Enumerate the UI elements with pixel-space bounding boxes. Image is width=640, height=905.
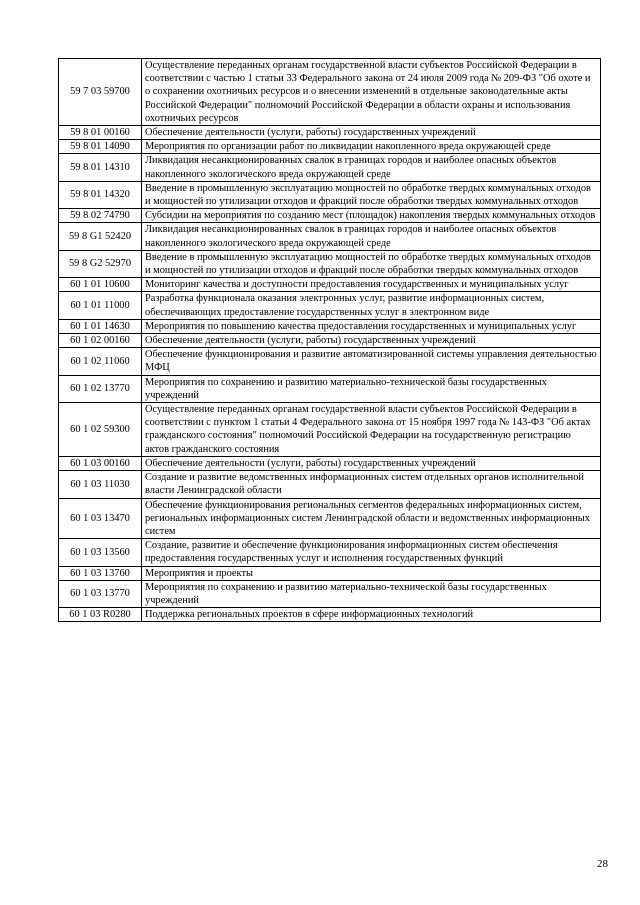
row-code: 60 1 03 11030 [59, 471, 142, 498]
row-description: Ликвидация несанкционированных свалок в границах городов и наиболее опасных объектов накопленного экологического вреда окружающей среде [142, 223, 601, 250]
row-code: 60 1 01 10600 [59, 278, 142, 292]
row-description: Мероприятия по сохранению и развитию материально-технической базы государственных учреждений [142, 375, 601, 402]
row-code: 59 8 02 74790 [59, 209, 142, 223]
row-description: Введение в промышленную эксплуатацию мощностей по обработке твердых коммунальных отходов и мощностей по утилизации отходов и фракций после обработки твердых коммунальных отходов [142, 181, 601, 208]
table-row [59, 181, 601, 208]
budget-codes-table [58, 58, 601, 622]
table-row [59, 566, 601, 580]
row-description: Мероприятия и проекты [142, 566, 601, 580]
row-code: 60 1 02 11060 [59, 348, 142, 375]
row-code: 59 7 03 59700 [59, 59, 142, 126]
row-code: 59 8 01 14320 [59, 181, 142, 208]
row-description: Мероприятия по повышению качества предоставления государственных и муниципальных услуг [142, 319, 601, 333]
row-code: 60 1 02 00160 [59, 334, 142, 348]
row-code: 60 1 02 59300 [59, 403, 142, 457]
table-row [59, 278, 601, 292]
row-description: Обеспечение деятельности (услуги, работы) государственных учреждений [142, 456, 601, 470]
table-row [59, 250, 601, 277]
row-description: Поддержка региональных проектов в сфере информационных технологий [142, 608, 601, 622]
table-row [59, 140, 601, 154]
table-body [59, 59, 601, 622]
table-row [59, 126, 601, 140]
row-description: Обеспечение деятельности (услуги, работы) государственных учреждений [142, 126, 601, 140]
row-description: Обеспечение функционирования и развитие автоматизированной системы управления деятельностью МФЦ [142, 348, 601, 375]
row-description: Осуществление переданных органам государственной власти субъектов Российской Федерации в соответствии с пунктом 1 статьи 4 Федерального закона от 15 ноября 1997 года № 143-ФЗ "Об актах гражданского состояния" полномочий Российской Федерации на государственную регистрацию актов гражданского состояния [142, 403, 601, 457]
row-code: 60 1 03 R0280 [59, 608, 142, 622]
row-description: Создание, развитие и обеспечение функционирования информационных систем обеспечения предоставления государственных услуг и исполнения государственных функций [142, 539, 601, 566]
table-row [59, 209, 601, 223]
row-code: 59 8 G2 52970 [59, 250, 142, 277]
table-row [59, 319, 601, 333]
row-description: Создание и развитие ведомственных информационных систем отдельных органов исполнительной власти Ленинградской области [142, 471, 601, 498]
table-row [59, 498, 601, 539]
table-row [59, 456, 601, 470]
row-description: Ликвидация несанкционированных свалок в границах городов и наиболее опасных объектов накопленного экологического вреда окружающей среде [142, 154, 601, 181]
table-row [59, 539, 601, 566]
row-code: 59 8 G1 52420 [59, 223, 142, 250]
row-code: 60 1 02 13770 [59, 375, 142, 402]
table-row [59, 154, 601, 181]
row-description: Мероприятия по организации работ по ликвидации накопленного вреда окружающей среде [142, 140, 601, 154]
row-code: 60 1 03 13470 [59, 498, 142, 539]
row-description: Обеспечение функционирования региональных сегментов федеральных информационных систем, региональных информационных систем Ленинградской области и ведомственных информационных систем [142, 498, 601, 539]
row-description: Обеспечение деятельности (услуги, работы) государственных учреждений [142, 334, 601, 348]
page-number: 28 [597, 858, 608, 870]
row-description: Мониторинг качества и доступности предоставления государственных и муниципальных услуг [142, 278, 601, 292]
table-row [59, 223, 601, 250]
table-row [59, 403, 601, 457]
row-description: Осуществление переданных органам государственной власти субъектов Российской Федерации в соответствии с частью 1 статьи 33 Федерального закона от 24 июля 2009 года № 209-ФЗ "Об охоте и о сохранении охотничьих ресурсов и о внесении изменений в отдельные законодательные акты Российской Федерации" полномочий Российской Федерации в области охраны и использования охотничьих ресурсов [142, 59, 601, 126]
table-row [59, 59, 601, 126]
row-description: Субсидии на мероприятия по созданию мест (площадок) накопления твердых коммунальных отходов [142, 209, 601, 223]
row-code: 60 1 01 14630 [59, 319, 142, 333]
table-row [59, 471, 601, 498]
table-row [59, 334, 601, 348]
row-code: 60 1 03 13760 [59, 566, 142, 580]
row-description: Мероприятия по сохранению и развитию материально-технической базы государственных учреждений [142, 580, 601, 607]
row-code: 59 8 01 00160 [59, 126, 142, 140]
row-description: Введение в промышленную эксплуатацию мощностей по обработке твердых коммунальных отходов и мощностей по утилизации отходов и фракций после обработки твердых коммунальных отходов [142, 250, 601, 277]
row-code: 60 1 03 00160 [59, 456, 142, 470]
row-code: 60 1 03 13770 [59, 580, 142, 607]
table-row [59, 292, 601, 319]
row-code: 59 8 01 14310 [59, 154, 142, 181]
row-code: 60 1 01 11000 [59, 292, 142, 319]
row-code: 60 1 03 13560 [59, 539, 142, 566]
table-row [59, 608, 601, 622]
table-row [59, 348, 601, 375]
row-description: Разработка функционала оказания электронных услуг, развитие информационных систем, обеспечивающих предоставление государственных услуг в электронном виде [142, 292, 601, 319]
table-row [59, 375, 601, 402]
table-row [59, 580, 601, 607]
row-code: 59 8 01 14090 [59, 140, 142, 154]
